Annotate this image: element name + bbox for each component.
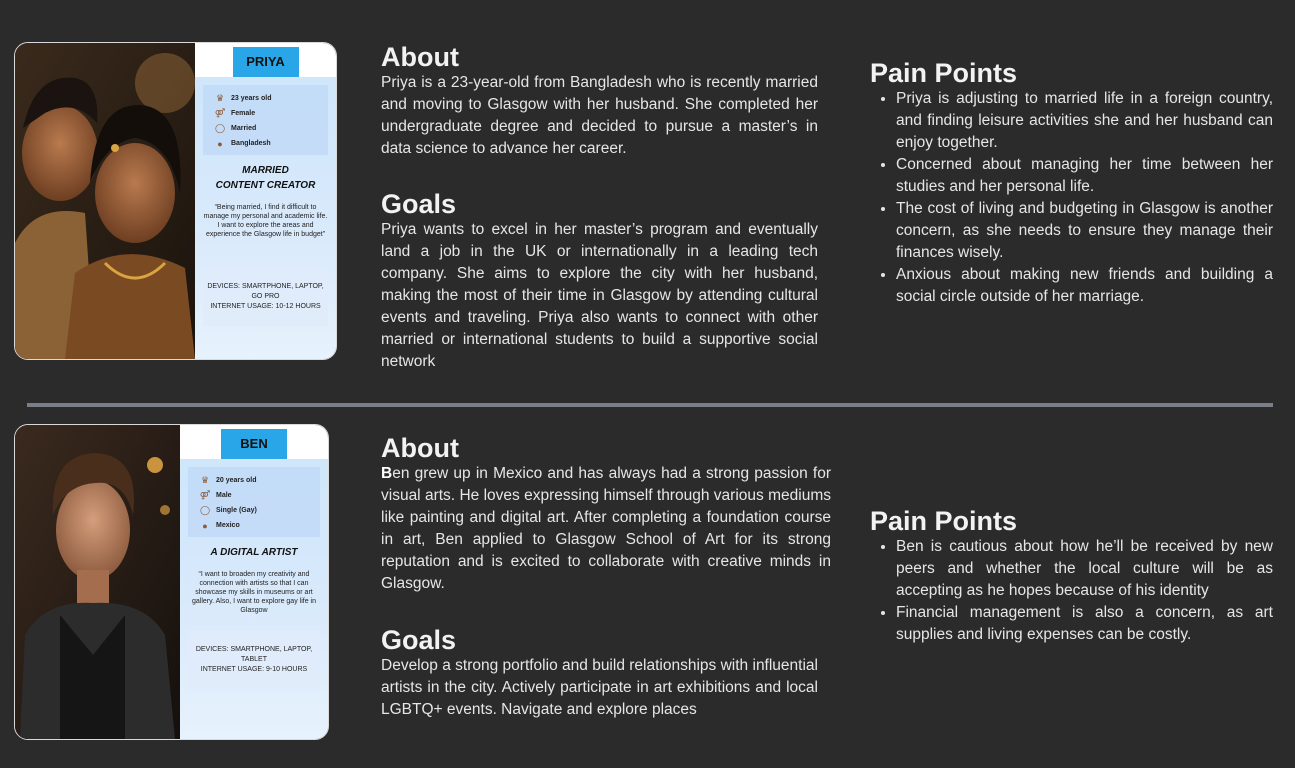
persona-photo (15, 43, 195, 359)
persona-photo (15, 425, 180, 739)
location-icon: ● (217, 138, 223, 149)
list-item: • Financial management is also a concern, as art supplies and living expenses can be costly. (896, 602, 1273, 646)
persona-devices: DEVICES: SMARTPHONE, LAPTOP, TABLET INTERNET USAGE: 9-10 HOURS (188, 631, 320, 689)
pain-points-section (870, 58, 1273, 308)
fact-gender: ⚤ Female (209, 106, 322, 121)
pain-points-list (870, 536, 1273, 646)
about-text: Priya is a 23-year-old from Bangladesh who is recently married and moving to Glasgow with her husband. She completed her undergraduate degree and decided to pursue a master’s in data science to advance her career. (381, 74, 818, 157)
list-item: • Ben is cautious about how he’ll be received by new peers and whether the local culture will be as accepting as he hopes because of his identity (896, 536, 1273, 602)
fact-status: ◯ Single (Gay) (194, 503, 314, 518)
fact-gender: ⚤ Male (194, 488, 314, 503)
persona-quote: “Being married, I find it difficult to manage my personal and academic life. I want to explore the areas and experience the Glasgow life in budget” (203, 204, 328, 238)
location-icon: ● (202, 520, 208, 531)
persona-name-tag: PRIYA (233, 47, 299, 77)
gender-icon: ⚤ (199, 490, 211, 500)
goals-text: Develop a strong portfolio and build relationships with influential artists in the city. Actively participate in art exhibitions and local LGBTQ+ events. Navigate and explore places (381, 657, 818, 718)
about-section (381, 433, 831, 595)
about-heading: About (381, 42, 459, 72)
list-item: • The cost of living and budgeting in Glasgow is another concern, as she needs to ensure they manage their finances wisely. (896, 198, 1273, 264)
goals-section (381, 189, 818, 373)
section-divider (27, 403, 1273, 407)
pain-points-list (870, 88, 1273, 308)
persona-name-tag: BEN (221, 429, 287, 459)
fact-location: ● Bangladesh (209, 136, 322, 151)
age-icon: ♛ (200, 475, 210, 485)
list-item: • Concerned about managing her time between her studies and her personal life. (896, 154, 1273, 198)
goals-heading: Goals (381, 189, 457, 219)
fact-age: ♛ 23 years old (209, 91, 322, 106)
ring-icon: ◯ (214, 123, 226, 133)
persona-info-panel (180, 425, 328, 739)
fact-location: ● Mexico (194, 518, 314, 533)
age-icon: ♛ (215, 93, 225, 103)
goals-text: Priya wants to excel in her master’s program and eventually land a job in the UK or internationally in a leading tech company. She aims to explore the city with her husband, making the most of their time in Glasgow by attending cultural events and traveling. Priya also wants to connect with other married or international students to build a supportive social network (381, 221, 818, 370)
ring-icon: ◯ (199, 505, 211, 515)
goals-section (381, 625, 818, 721)
persona-facts (188, 467, 320, 537)
fact-status: ◯ Married (209, 121, 322, 136)
persona-facts (203, 85, 328, 155)
pain-points-heading: Pain Points (870, 506, 1018, 536)
about-heading: About (381, 433, 459, 463)
persona-ben (0, 410, 1295, 768)
persona-info-panel (195, 43, 336, 359)
pain-points-section (870, 506, 1273, 646)
about-section (381, 42, 818, 160)
persona-devices: DEVICES: SMARTPHONE, LAPTOP, GO PRO INTERNET USAGE: 10-12 HOURS (203, 268, 328, 326)
goals-heading: Goals (381, 625, 457, 655)
about-text: Ben grew up in Mexico and has always had a strong passion for visual arts. He loves expressing himself through various mediums like painting and digital art. After completing a foundation course in art, Ben applied to Glasgow School of Art for its strong reputation and is excited to collaborate with creative minds in Glasgow. (381, 465, 831, 592)
fact-age: ♛ 20 years old (194, 473, 314, 488)
gender-icon: ⚤ (214, 108, 226, 118)
persona-card (14, 42, 337, 360)
persona-card (14, 424, 329, 740)
persona-quote: “I want to broaden my creativity and connection with artists so that I can showcase my skills in museums or art gallery. Also, I want to explore gay life in Glasgow (192, 571, 316, 614)
persona-role: A DIGITAL ARTIST (210, 547, 298, 558)
persona-role: MARRIED CONTENT CREATOR (215, 165, 316, 191)
list-item: • Priya is adjusting to married life in a foreign country, and finding leisure activities she and her husband can enjoy together. (896, 88, 1273, 154)
pain-points-heading: Pain Points (870, 58, 1018, 88)
list-item: • Anxious about making new friends and building a social circle outside of her marriage. (896, 264, 1273, 308)
